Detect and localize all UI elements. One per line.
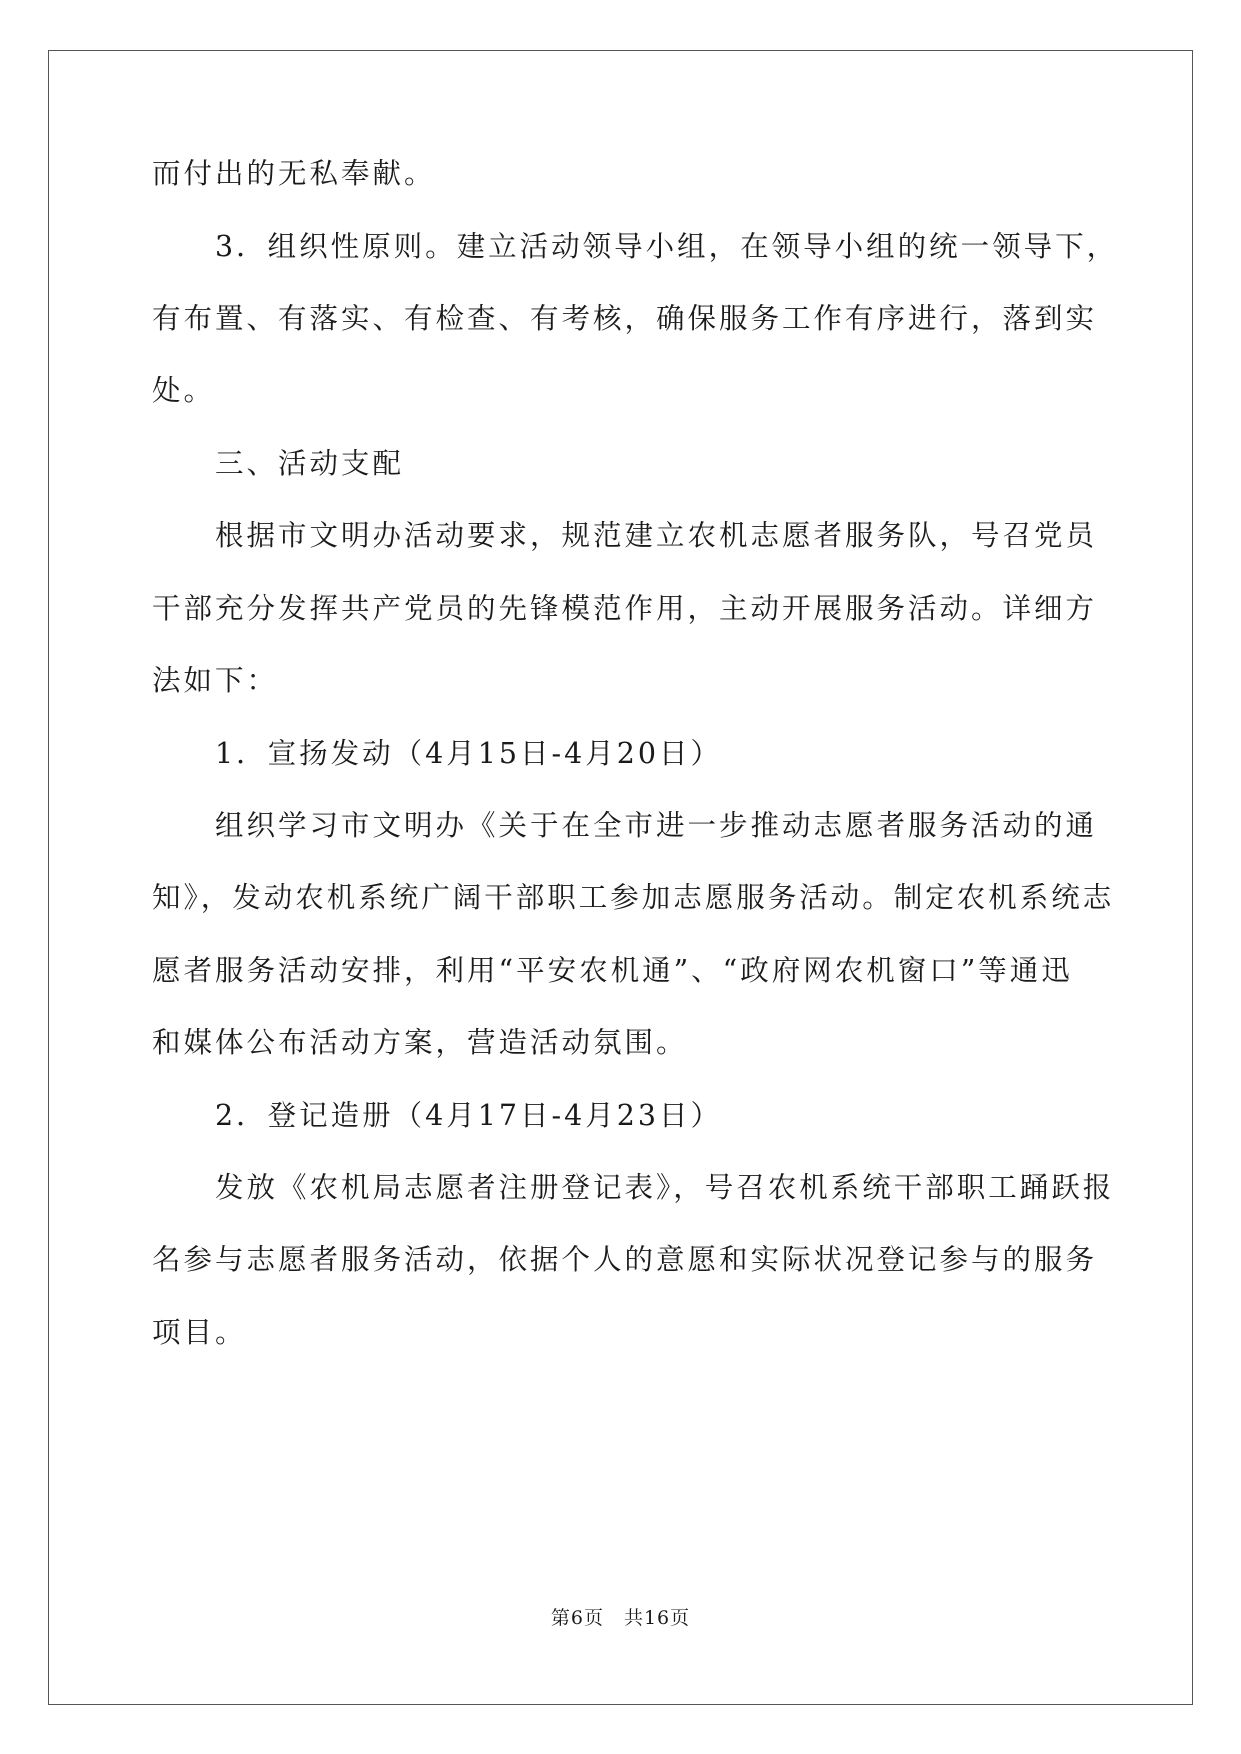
body-text-line: 知》，发动农机系统广阔干部职工参加志愿服务活动。制定农机系统志 xyxy=(152,881,1115,914)
body-text-line: 处。 xyxy=(152,374,216,407)
body-text-line: 愿者服务活动安排，利用“平安农机通”、“政府网农机窗口”等通迅 xyxy=(152,954,1073,987)
body-text-line: 根据市文明办活动要求，规范建立农机志愿者服务队，号召党员 xyxy=(152,519,1098,552)
body-text-line: 项目。 xyxy=(152,1316,247,1349)
body-text-line: 发放《农机局志愿者注册登记表》，号召农机系统干部职工踊跃报 xyxy=(152,1171,1115,1204)
body-text-line: 有布置、有落实、有检查、有考核，确保服务工作有序进行，落到实 xyxy=(152,302,1098,335)
body-text-line: 3．组织性原则。建立活动领导小组，在领导小组的统一领导下， xyxy=(152,230,1119,263)
body-text-line: 而付出的无私奉献。 xyxy=(152,157,436,190)
page-border xyxy=(48,50,1193,1705)
section-heading: 三、活动支配 xyxy=(152,447,405,480)
body-text-line: 组织学习市文明办《关于在全市进一步推动志愿者服务活动的通 xyxy=(152,809,1098,842)
body-text-line: 名参与志愿者服务活动，依据个人的意愿和实际状况登记参与的服务 xyxy=(152,1243,1098,1276)
body-text-line: 法如下： xyxy=(152,664,279,697)
body-text-line: 干部充分发挥共产党员的先锋模范作用，主动开展服务活动。详细方 xyxy=(152,592,1098,625)
page-number-footer: 第6页 共16页 xyxy=(550,1607,691,1629)
subsection-heading: 1．宣扬发动（4月15日-4月20日） xyxy=(152,737,723,770)
subsection-heading: 2．登记造册（4月17日-4月23日） xyxy=(152,1099,723,1132)
body-text-line: 和媒体公布活动方案，营造活动氛围。 xyxy=(152,1026,688,1059)
